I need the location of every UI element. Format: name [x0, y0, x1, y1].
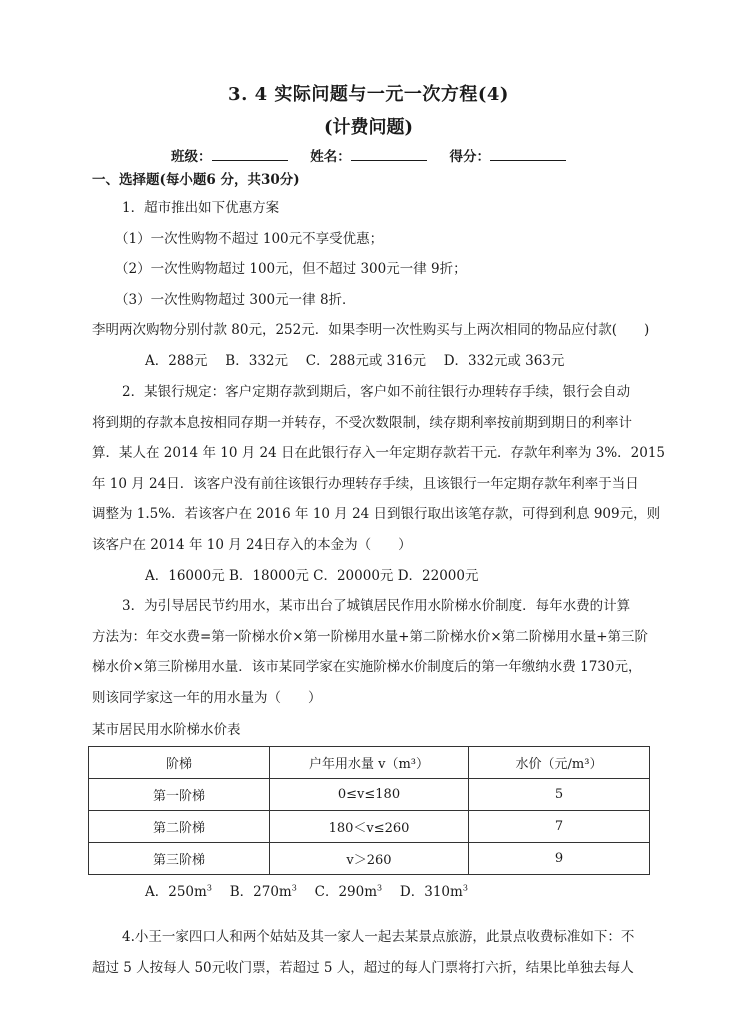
table-cell: 5 — [469, 779, 650, 811]
table-header-cell: 阶梯 — [89, 747, 270, 779]
q2-line-3: 算．某人在 2014 年 10 月 24 日在此银行存入一年定期存款若干元．存款年利率为 3%．2015 — [92, 445, 666, 461]
score-label: 得分： — [449, 149, 490, 165]
table-cell: 9 — [469, 843, 650, 875]
table-caption: 某市居民用水阶梯水价表 — [92, 722, 241, 738]
q3-line-1: 3．为引导居民节约用水，某市出台了城镇居民作用水阶梯水价制度．每年水费的计算 — [122, 598, 631, 614]
q2-line-1: 2．某银行规定：客户定期存款到期后，客户如不前往银行办理转存手续，银行会自动 — [122, 384, 631, 400]
q1-rule-2: （2）一次性购物超过 100元，但不超过 300元一律 9折； — [115, 261, 467, 277]
class-blank[interactable] — [212, 148, 288, 161]
table-cell: 第三阶梯 — [89, 843, 270, 875]
q4-line-1: 4.小王一家四口人和两个姑姑及其一家人一起去某景点旅游，此景点收费标准如下：不 — [122, 929, 635, 945]
q2-line-4: 年 10 月 24日．该客户没有前往该银行办理转存手续，且该银行一年定期存款年利率于当日 — [92, 476, 639, 492]
table-cell: 第二阶梯 — [89, 811, 270, 843]
table-row — [89, 779, 650, 811]
water-price-table — [88, 746, 650, 875]
table-cell: 180＜v≤260 — [270, 811, 469, 843]
q3-option-a: A．$250m^3$ — [145, 883, 212, 900]
table-row — [89, 843, 650, 875]
table-cell: 0≤v≤180 — [270, 779, 469, 811]
q2-line-6: 该客户在 2014 年 10 月 24日存入的本金为（ ） — [92, 537, 412, 553]
page-title: 3. 4 实际问题与一元一次方程(4) — [228, 84, 509, 105]
class-label: 班级： — [171, 149, 212, 165]
section-heading: 一、选择题(每小题6 分，共30分) — [92, 172, 300, 188]
q3-option-d: D．$310m^3$ — [399, 883, 468, 900]
table-row — [89, 811, 650, 843]
name-label: 姓名： — [310, 149, 351, 165]
table-header-row — [89, 747, 650, 779]
student-info-row — [0, 145, 737, 165]
q3-line-4: 则该同学家这一年的用水量为（ ） — [92, 690, 322, 706]
q1-rule-1: （1）一次性购物不超过 100元不享受优惠； — [115, 231, 384, 247]
name-blank[interactable] — [351, 148, 427, 161]
q1-rule-3: （3）一次性购物超过 300元一律 8折． — [115, 292, 356, 308]
table-cell: 第一阶梯 — [89, 779, 270, 811]
q1-stem: 1．超市推出如下优惠方案 — [122, 200, 280, 216]
table-cell: 7 — [469, 811, 650, 843]
q3-line-2: 方法为：年交水费=第一阶梯水价×第一阶梯用水量+第二阶梯水价×第二阶梯用水量+第三阶 — [92, 629, 649, 645]
q1-question: 李明两次购物分别付款 80元，252元．如果李明一次性购买与上两次相同的物品应付款( ) — [92, 322, 650, 338]
q3-option-b: B．$270m^3$ — [229, 883, 297, 900]
table-header-cell: 水价（元/m³） — [469, 747, 650, 779]
q4-line-2: 超过 5 人按每人 50元收门票，若超过 5 人，超过的每人门票将打六折，结果比单独去每人 — [92, 960, 634, 976]
q1-options: A．288元 B．332元 C．288元或 316元 D．332元或 363元 — [145, 353, 565, 369]
q2-line-2: 将到期的存款本息按相同存期一并转存，不受次数限制，续存期利率按前期到期日的利率计 — [92, 415, 632, 431]
q3-line-3: 梯水价×第三阶梯用水量．该市某同学家在实施阶梯水价制度后的第一年缴纳水费 1730元， — [92, 659, 642, 675]
table-header-cell: 户年用水量 v（m³） — [270, 747, 469, 779]
page-subtitle: (计费问题) — [323, 117, 414, 138]
score-blank[interactable] — [490, 148, 566, 161]
q3-option-c: C．$290m^3$ — [314, 883, 383, 900]
q2-options: A．16000元 B．18000元 C．20000元 D．22000元 — [145, 568, 479, 584]
q2-line-5: 调整为 1.5%．若该客户在 2016 年 10 月 24 日到银行取出该笔存款，可得到利息 909元，则 — [92, 506, 661, 522]
q3-options — [145, 880, 468, 900]
table-cell: v＞260 — [270, 843, 469, 875]
